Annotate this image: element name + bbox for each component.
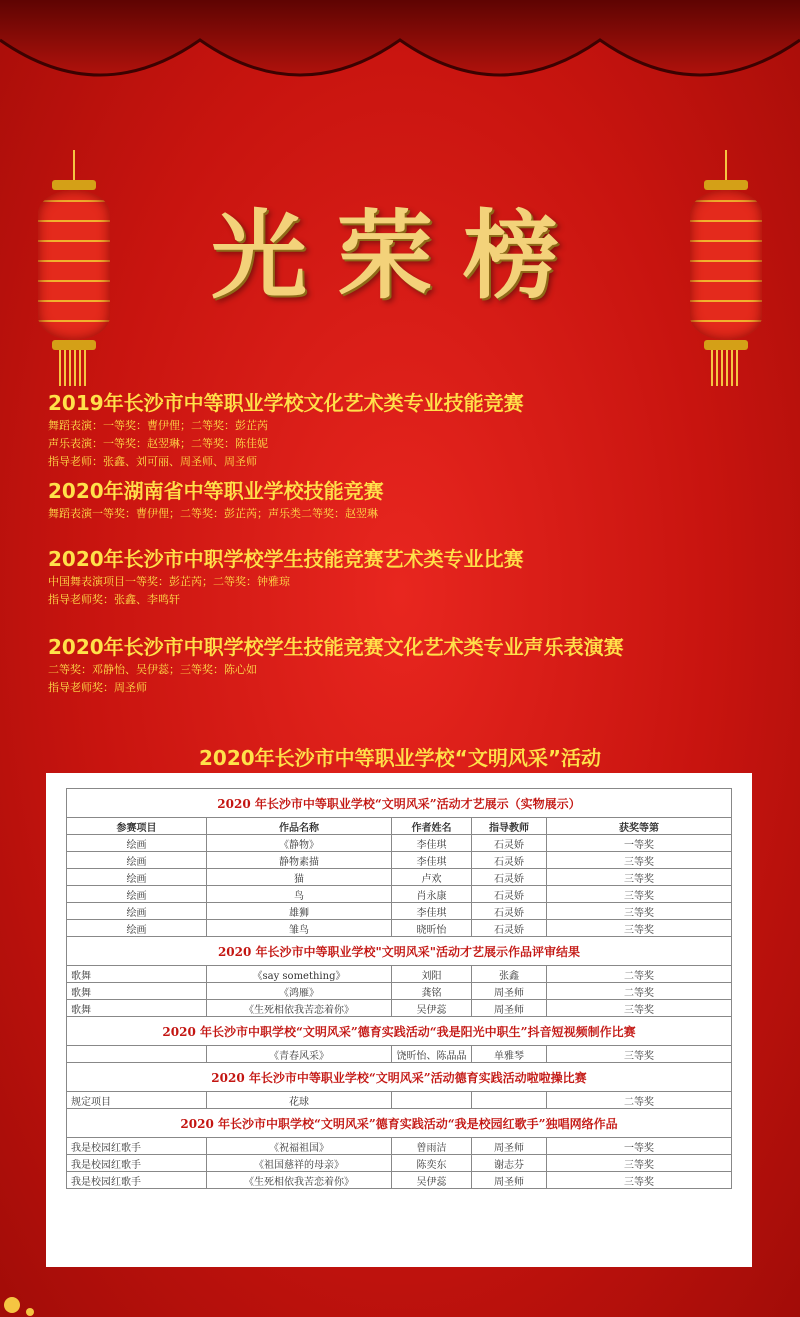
table-row (67, 886, 732, 903)
table-cell: 绘画 (67, 835, 207, 852)
award-2020-province (48, 478, 384, 524)
table-cell: 曾雨洁 (392, 1138, 472, 1155)
page-title: 光荣榜 (211, 199, 589, 312)
table-cell: 吴伊蕊 (392, 1172, 472, 1189)
table-cell: 卢欢 (392, 869, 472, 886)
table-cell: 《静物》 (207, 835, 392, 852)
table-cell: 静物素描 (207, 852, 392, 869)
column-header: 作者姓名 (392, 818, 472, 835)
table-cell: 我是校园红歌手 (67, 1155, 207, 1172)
table-cell: 三等奖 (547, 1172, 732, 1189)
table-cell: 刘阳 (392, 966, 472, 983)
table-cell: 饶昕怡、陈晶晶 (392, 1046, 472, 1063)
table-cell: 雏鸟 (207, 920, 392, 937)
table-cell: 肖永康 (392, 886, 472, 903)
award-2019-city (48, 390, 524, 472)
table-section-header (67, 1063, 732, 1092)
table-cell: 三等奖 (547, 1155, 732, 1172)
table-cell: 雄狮 (207, 903, 392, 920)
table-cell: 石灵娇 (472, 920, 547, 937)
award-heading: 2019年长沙市中等职业学校文化艺术类专业技能竞赛 (48, 391, 524, 415)
table-cell (392, 1092, 472, 1109)
table-cell: 晓昕怡 (392, 920, 472, 937)
section-header-cell: 2020 年长沙市中职学校“文明风采”德育实践活动“我是阳光中职生”抖音短视频制作比赛 (67, 1017, 732, 1046)
table-cell: 李佳琪 (392, 903, 472, 920)
table-cell: 二等奖 (547, 983, 732, 1000)
table-cell: 绘画 (67, 903, 207, 920)
table-row (67, 1092, 732, 1109)
table-cell: 谢志芬 (472, 1155, 547, 1172)
table-cell (472, 1092, 547, 1109)
table-cell: 周圣师 (472, 1138, 547, 1155)
table-row (67, 983, 732, 1000)
award-line: 舞蹈表演一等奖：曹伊俚；二等奖：彭芷芮；声乐类二等奖：赵翌琳 (48, 507, 378, 520)
table-cell: 绘画 (67, 920, 207, 937)
table-cell: 我是校园红歌手 (67, 1172, 207, 1189)
table-cell: 规定项目 (67, 1092, 207, 1109)
table-cell: 歌舞 (67, 983, 207, 1000)
table-section-header (67, 789, 732, 818)
table-cell: 歌舞 (67, 1000, 207, 1017)
table-cell: 三等奖 (547, 920, 732, 937)
table-cell: 李佳琪 (392, 835, 472, 852)
award-line: 声乐表演：一等奖：赵翌琳；二等奖：陈佳妮 (48, 437, 268, 450)
table-row (67, 835, 732, 852)
table-cell: 单雅琴 (472, 1046, 547, 1063)
table-cell: 《鸿雁》 (207, 983, 392, 1000)
table-cell: 石灵娇 (472, 835, 547, 852)
table-cell: 三等奖 (547, 903, 732, 920)
table-cell: 三等奖 (547, 1046, 732, 1063)
table-row (67, 1046, 732, 1063)
table-cell (67, 1046, 207, 1063)
award-line: 指导老师奖：张鑫、李鸣轩 (48, 593, 180, 606)
table-row (67, 1138, 732, 1155)
table-row (67, 1155, 732, 1172)
table-cell: 《生死相依我苦恋着你》 (207, 1172, 392, 1189)
award-line: 二等奖：邓静怡、吴伊蕊；三等奖：陈心如 (48, 663, 257, 676)
column-header: 获奖等第 (547, 818, 732, 835)
table-cell: 吴伊蕊 (392, 1000, 472, 1017)
table-cell: 鸟 (207, 886, 392, 903)
table-cell: 歌舞 (67, 966, 207, 983)
table-cell: 石灵娇 (472, 852, 547, 869)
table-row (67, 966, 732, 983)
table-cell: 陈奕东 (392, 1155, 472, 1172)
table-cell: 《祖国慈祥的母亲》 (207, 1155, 392, 1172)
results-panel (46, 773, 752, 1267)
award-line: 舞蹈表演：一等奖：曹伊俚；二等奖：彭芷芮 (48, 419, 268, 432)
award-line: 中国舞表演项目一等奖：彭芷芮；二等奖：钟雅琼 (48, 575, 290, 588)
table-cell: 石灵娇 (472, 903, 547, 920)
table-section-header (67, 1109, 732, 1138)
table-cell: 绘画 (67, 869, 207, 886)
table-cell: 石灵娇 (472, 886, 547, 903)
section-header-cell: 2020 年长沙市中等职业学校“文明风采”活动才艺展示（实物展示） (67, 789, 732, 818)
table-row (67, 1172, 732, 1189)
table-cell: 二等奖 (547, 1092, 732, 1109)
table-cell: 猫 (207, 869, 392, 886)
table-row (67, 869, 732, 886)
table-cell: 《青春风采》 (207, 1046, 392, 1063)
table-cell: 龚铭 (392, 983, 472, 1000)
table-row (67, 903, 732, 920)
table-cell: 绘画 (67, 852, 207, 869)
section-title: 2020年长沙市中等职业学校“文明风采”活动 (199, 746, 601, 770)
award-line: 指导老师奖：周圣师 (48, 681, 147, 694)
table-cell: 一等奖 (547, 1138, 732, 1155)
table-cell: 我是校园红歌手 (67, 1138, 207, 1155)
section-header-cell: 2020 年长沙市中等职业学校"文明风采"活动才艺展示作品评审结果 (67, 937, 732, 966)
award-2020-city-art (48, 546, 524, 610)
table-cell: 李佳琪 (392, 852, 472, 869)
table-cell: 周圣师 (472, 1172, 547, 1189)
section-header-cell: 2020 年长沙市中等职业学校“文明风采”活动德育实践活动啦啦操比赛 (67, 1063, 732, 1092)
table-cell: 二等奖 (547, 966, 732, 983)
table-cell: 周圣师 (472, 983, 547, 1000)
table-cell: 《祝福祖国》 (207, 1138, 392, 1155)
table-cell: 张鑫 (472, 966, 547, 983)
table-cell: 石灵娇 (472, 869, 547, 886)
decoration-corner-left (0, 1257, 60, 1317)
results-table (66, 788, 732, 1189)
table-cell: 周圣师 (472, 1000, 547, 1017)
award-heading: 2020年长沙市中职学校学生技能竞赛艺术类专业比赛 (48, 547, 524, 571)
table-cell: 三等奖 (547, 886, 732, 903)
curtain-top (0, 0, 800, 110)
table-row (67, 852, 732, 869)
award-line: 指导老师：张鑫、刘可丽、周圣师、周圣师 (48, 455, 257, 468)
award-2020-city-vocal (48, 634, 624, 698)
table-cell: 《生死相依我苦恋着你》 (207, 1000, 392, 1017)
table-cell: 三等奖 (547, 869, 732, 886)
table-row (67, 920, 732, 937)
table-column-header-row (67, 818, 732, 835)
table-section-header (67, 1017, 732, 1046)
table-cell: 三等奖 (547, 852, 732, 869)
table-cell: 绘画 (67, 886, 207, 903)
award-heading: 2020年湖南省中等职业学校技能竞赛 (48, 479, 384, 503)
column-header: 参赛项目 (67, 818, 207, 835)
table-cell: 花球 (207, 1092, 392, 1109)
column-header: 作品名称 (207, 818, 392, 835)
table-cell: 《say something》 (207, 966, 392, 983)
column-header: 指导教师 (472, 818, 547, 835)
table-section-header (67, 937, 732, 966)
table-row (67, 1000, 732, 1017)
table-cell: 一等奖 (547, 835, 732, 852)
table-cell: 三等奖 (547, 1000, 732, 1017)
section-header-cell: 2020 年长沙市中职学校“文明风采”德育实践活动“我是校园红歌手”独唱网络作品 (67, 1109, 732, 1138)
award-heading: 2020年长沙市中职学校学生技能竞赛文化艺术类专业声乐表演赛 (48, 635, 624, 659)
